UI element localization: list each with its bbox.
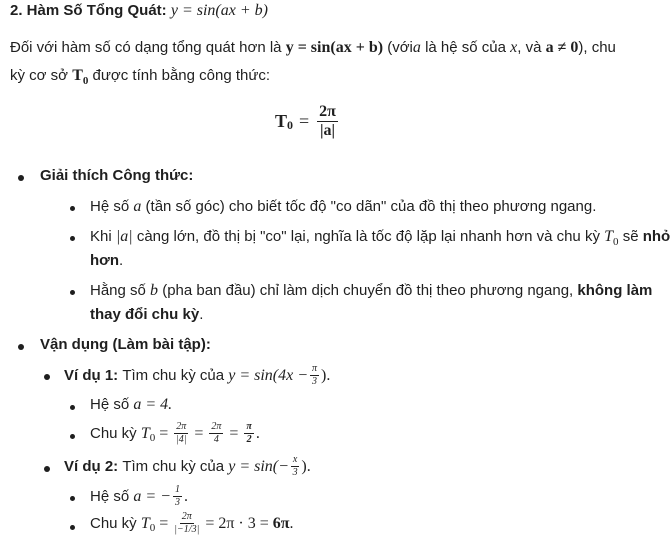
bullet [70, 525, 75, 530]
example-2-coef [90, 485, 188, 508]
intro-text: Đối với hàm số có dạng tổng quát hơn là [10, 39, 282, 56]
intro-line-1 [10, 39, 616, 57]
formula-numerator: 2π [319, 103, 336, 120]
intro-condition: a ≠ 0 [545, 39, 579, 56]
period-fraction [209, 422, 223, 445]
main-formula [275, 104, 340, 139]
period-sub: 0 [149, 431, 156, 444]
intro-var: x [510, 39, 518, 56]
intro-text: là hệ số của [425, 39, 506, 56]
item-text: Khi [90, 228, 112, 245]
bullet [70, 290, 75, 295]
period-end: . [289, 514, 294, 532]
formula-lhs-sub: 0 [287, 118, 294, 132]
fraction-num: 1 [174, 484, 180, 495]
item-var: b [150, 282, 159, 299]
period-sub: 0 [149, 521, 156, 534]
formula-lhs: T [275, 111, 288, 131]
period-result: 6π [272, 514, 290, 532]
item-text: Hệ số [90, 198, 130, 215]
formula-fraction [317, 104, 338, 139]
example-formula: y = sin(− [228, 457, 289, 475]
period-symbol: T [140, 424, 150, 442]
fraction-den: 4 [213, 434, 219, 445]
example-2 [64, 455, 311, 478]
intro-text: được tính bằng công thức: [92, 67, 271, 84]
equals: = [159, 514, 169, 532]
intro-var: a [412, 39, 421, 56]
intro-text: (với [387, 39, 413, 56]
bullet [44, 374, 50, 380]
formula-denominator: |a| [320, 122, 336, 139]
fraction-num: 2π [181, 511, 192, 522]
fraction-num: π [246, 421, 252, 432]
fraction-num: x [292, 454, 298, 465]
period-symbol: T [140, 514, 150, 532]
coef-label: Hệ số [90, 396, 130, 413]
explain-item-3-line-2 [90, 306, 203, 323]
example-formula: ). [301, 457, 311, 475]
period-label: Chu kỳ [90, 515, 137, 532]
period-fraction [174, 512, 199, 535]
example-label: Ví dụ 2: [64, 458, 119, 475]
example-fraction [310, 364, 319, 387]
apply-title: Vận dụng (Làm bài tập): [40, 336, 211, 353]
bullet [18, 175, 24, 181]
coef-label: Hệ số [90, 488, 130, 505]
coef-fraction [173, 485, 182, 508]
equals: = [229, 424, 239, 442]
period-calculation: = 2π · 3 = [205, 514, 269, 532]
explain-item-2-line-2 [90, 252, 123, 269]
example-text: Tìm chu kỳ của [122, 458, 225, 475]
coef-value: a = 4. [133, 396, 173, 413]
item-bold: không làm [577, 282, 653, 299]
explain-item-2-line-1 [90, 228, 670, 248]
example-1-coef [90, 396, 172, 414]
bullet [70, 434, 75, 439]
item-text: . [199, 306, 204, 323]
period-fraction-result [244, 422, 253, 445]
period-end: . [255, 424, 260, 442]
item-var: T [604, 228, 614, 245]
equals: = [194, 424, 204, 442]
period-fraction [174, 422, 188, 445]
item-sub: 0 [613, 236, 619, 248]
fraction-den: |−1/3| [174, 524, 200, 535]
item-text: (pha ban đầu) chỉ làm dịch chuyển đồ thị theo phương ngang, [162, 282, 574, 299]
fraction-num: π [312, 363, 318, 374]
fraction-den: 3 [174, 497, 180, 508]
item-text: càng lớn, đồ thị bị "co" lại, nghĩa là tốc độ lặp lại nhanh hơn và chu kỳ [136, 228, 600, 245]
bullet [70, 206, 75, 211]
explain-title: Giải thích Công thức: [40, 167, 194, 184]
item-text: (tần số góc) cho biết tốc độ "co dãn" của đồ thị theo phương ngang. [145, 198, 597, 215]
example-text: Tìm chu kỳ của [122, 367, 225, 384]
example-formula: ). [321, 366, 331, 384]
item-text: sẽ [622, 228, 639, 245]
t0-symbol: T [72, 67, 83, 84]
t0-subscript: 0 [82, 75, 89, 87]
example-1 [64, 364, 330, 387]
fraction-num: 2π [211, 421, 222, 432]
section-heading [10, 2, 268, 20]
item-bold: nhỏ [642, 228, 670, 245]
bullet [70, 236, 75, 241]
bullet [18, 344, 24, 350]
intro-formula: y = sin(ax + b) [285, 39, 384, 56]
period-label: Chu kỳ [90, 425, 137, 442]
example-fraction [291, 455, 299, 478]
explain-item-1 [90, 198, 596, 216]
coef-end: . [183, 487, 188, 505]
fraction-den: |4| [176, 434, 187, 445]
bullet [70, 496, 75, 501]
item-bold: thay đổi chu kỳ [90, 306, 200, 323]
heading-text: 2. Hàm Số Tổng Quát: [10, 2, 167, 19]
explain-item-3-line-1 [90, 282, 652, 300]
intro-text: , và [517, 39, 542, 56]
example-1-period [90, 422, 260, 445]
item-var: a [133, 198, 142, 215]
bullet [70, 405, 75, 410]
fraction-den: 2 [246, 434, 252, 445]
item-var: |a| [115, 228, 133, 245]
item-text: . [119, 252, 124, 269]
item-bold: hơn [90, 252, 119, 269]
fraction-num: 2π [176, 421, 187, 432]
coef-value: a = − [133, 487, 171, 505]
example-formula: y = sin(4x − [228, 366, 309, 384]
formula-equals: = [299, 111, 310, 131]
intro-text: kỳ cơ sở [10, 67, 69, 84]
fraction-den: 3 [312, 376, 318, 387]
equals: = [159, 424, 169, 442]
fraction-den: 3 [292, 467, 298, 478]
intro-line-2 [10, 67, 270, 87]
bullet [44, 466, 50, 472]
item-text: Hằng số [90, 282, 146, 299]
example-label: Ví dụ 1: [64, 367, 119, 384]
intro-text: ), chu [578, 39, 616, 56]
example-2-period [90, 512, 294, 535]
heading-formula: y = sin(ax + b) [170, 2, 268, 19]
